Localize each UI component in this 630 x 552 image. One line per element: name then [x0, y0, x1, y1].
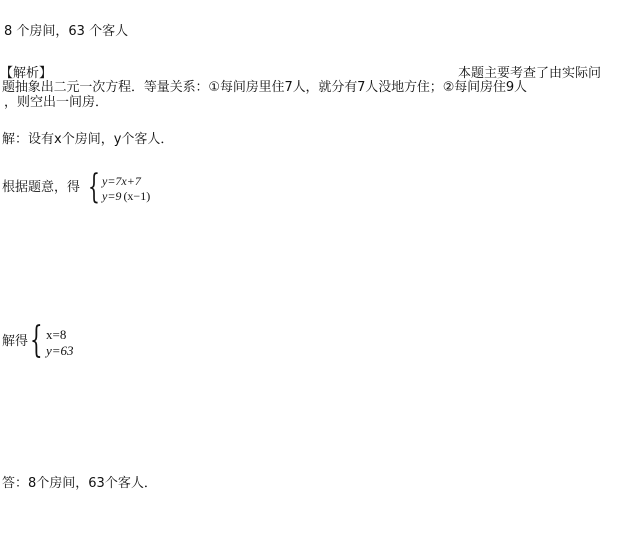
result-2	[46, 344, 74, 358]
equation-1-text: y=7x+7	[102, 174, 141, 188]
equation-2-paren: (x−1)	[123, 189, 151, 203]
result-2-text: y=63	[46, 343, 74, 358]
left-brace-result: {	[30, 320, 43, 361]
analysis-intro: 本题主要考查了由实际问	[458, 66, 602, 81]
solution-setup: 解：设有x个房间，y个客人．	[2, 132, 174, 147]
result-label: 解得	[2, 334, 29, 349]
left-brace: {	[88, 167, 100, 207]
result-1: x=8	[46, 327, 67, 342]
equation-2	[102, 189, 150, 203]
answer-line: 8 个房间，63 个客人	[4, 24, 129, 39]
analysis-line-2: 题抽象出二元一次方程．等量关系：①每间房里住7人，就分有7人没地方住；②每间房住9人	[2, 80, 527, 95]
analysis-heading: 【解析】	[0, 66, 53, 81]
conclusion: 答：8个房间，63个客人．	[2, 476, 157, 491]
system-label: 根据题意，得	[2, 180, 81, 195]
analysis-line-3: ，则空出一间房．	[4, 95, 109, 110]
equation-1	[102, 174, 141, 188]
equation-2-prefix: y=9	[102, 189, 122, 203]
